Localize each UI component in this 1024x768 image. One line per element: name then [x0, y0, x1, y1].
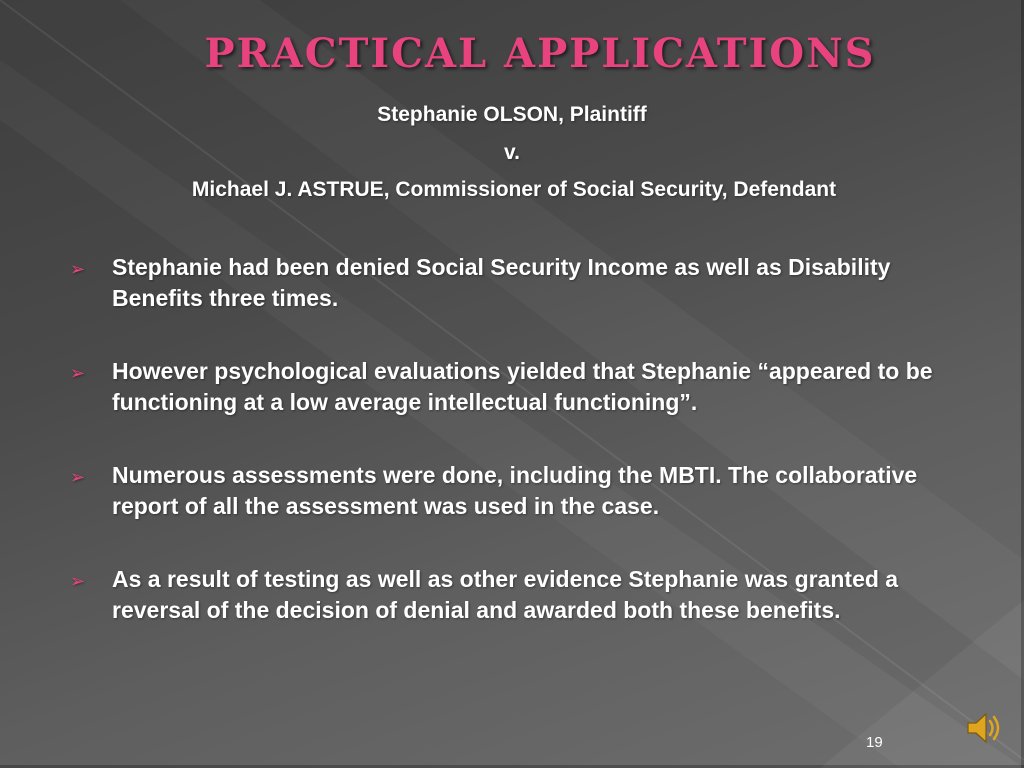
case-plaintiff: Stephanie OLSON, Plaintiff	[377, 103, 647, 126]
bullet-text: Numerous assessments were done, including the MBTI. The collaborative report of all the assessment was used in the case.	[112, 462, 918, 519]
bullet-item	[68, 564, 968, 626]
bullet-item	[68, 356, 968, 418]
bullet-text: As a result of testing as well as other evidence Stephanie was granted a reversal of the decision of denial and awarded both these benefits.	[112, 566, 899, 623]
speaker-icon[interactable]	[964, 708, 1004, 748]
case-versus: v.	[504, 141, 520, 164]
bullet-text: Stephanie had been denied Social Security Income as well as Disability Benefits three times.	[112, 254, 891, 311]
slide-title: PRACTICAL APPLICATIONS	[204, 30, 876, 77]
bullet-text: However psychological evaluations yielded that Stephanie “appeared to be functioning at a low average intellectual functioning”.	[112, 358, 933, 415]
bullet-item	[68, 252, 968, 314]
case-defendant: Michael J. ASTRUE, Commissioner of Social Security, Defendant	[191, 178, 837, 201]
arrow-bullet-icon: ➢	[70, 467, 86, 488]
bullet-list	[68, 252, 968, 668]
arrow-bullet-icon: ➢	[70, 571, 86, 592]
page-number: 19	[866, 734, 883, 751]
arrow-bullet-icon: ➢	[70, 363, 86, 384]
arrow-bullet-icon: ➢	[70, 259, 86, 280]
bullet-item	[68, 460, 968, 522]
